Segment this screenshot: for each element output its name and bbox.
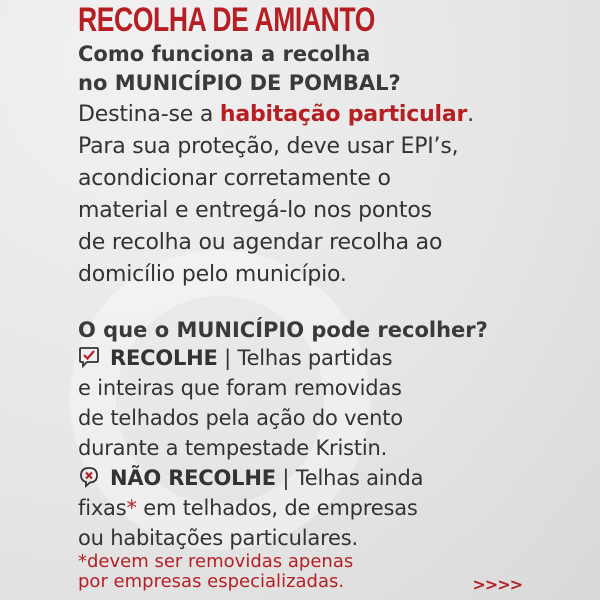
intro-line-6: domicílio pelo município. (78, 262, 347, 287)
page-title: RECOLHA DE AMIANTO (78, 1, 375, 39)
recolhe-line-3: de telhados pela ação do vento (78, 406, 403, 430)
check-speech-bubble-icon (78, 346, 100, 368)
nao-recolhe-text: Telhas ainda (295, 466, 424, 490)
recolhe-separator: | (217, 346, 238, 370)
nao-recolhe-fixas: fixas (78, 496, 127, 520)
nao-recolhe-separator: | (275, 466, 296, 490)
recolhe-text: Telhas partidas (237, 346, 393, 370)
question-2: O que o MUNICÍPIO pode recolher? (78, 318, 488, 342)
nao-recolhe-line-1 (78, 464, 423, 492)
footnote-mark: * (126, 496, 137, 520)
recolhe-label: RECOLHE (110, 346, 218, 370)
nao-recolhe-line-3: ou habitações particulares. (78, 526, 358, 550)
nao-recolhe-text-2: em telhados, de empresas (136, 496, 418, 520)
footnote-line-1: *devem ser removidas apenas (78, 551, 354, 572)
intro-line-3: acondicionar corretamente o (78, 166, 391, 191)
recolhe-line-1 (78, 344, 392, 372)
highlight-habitacao: habitação particular (219, 102, 468, 127)
intro-text: Destina-se a (78, 102, 220, 127)
footnote-line-2: por empresas especializadas. (78, 571, 345, 592)
recolhe-line-2: e inteiras que foram removidas (78, 376, 402, 400)
intro-line-5: de recolha ou agendar recolha ao (78, 230, 443, 255)
question-1-line-2: no MUNICÍPIO DE POMBAL? (78, 71, 401, 95)
intro-line-4: material e entregá-lo nos pontos (78, 198, 432, 223)
intro-line-1 (78, 101, 474, 129)
x-speech-bubble-icon (78, 466, 100, 488)
question-1-line-1: Como funciona a recolha (78, 42, 371, 66)
recolhe-line-4: durante a tempestade Kristin. (78, 436, 388, 460)
intro-line-2: Para sua proteção, deve usar EPI’s, (78, 134, 459, 159)
nao-recolhe-line-2 (78, 494, 418, 522)
nao-recolhe-label: NÃO RECOLHE (110, 466, 276, 490)
next-arrows-icon[interactable]: >>>> (472, 575, 522, 594)
intro-period: . (467, 102, 474, 127)
